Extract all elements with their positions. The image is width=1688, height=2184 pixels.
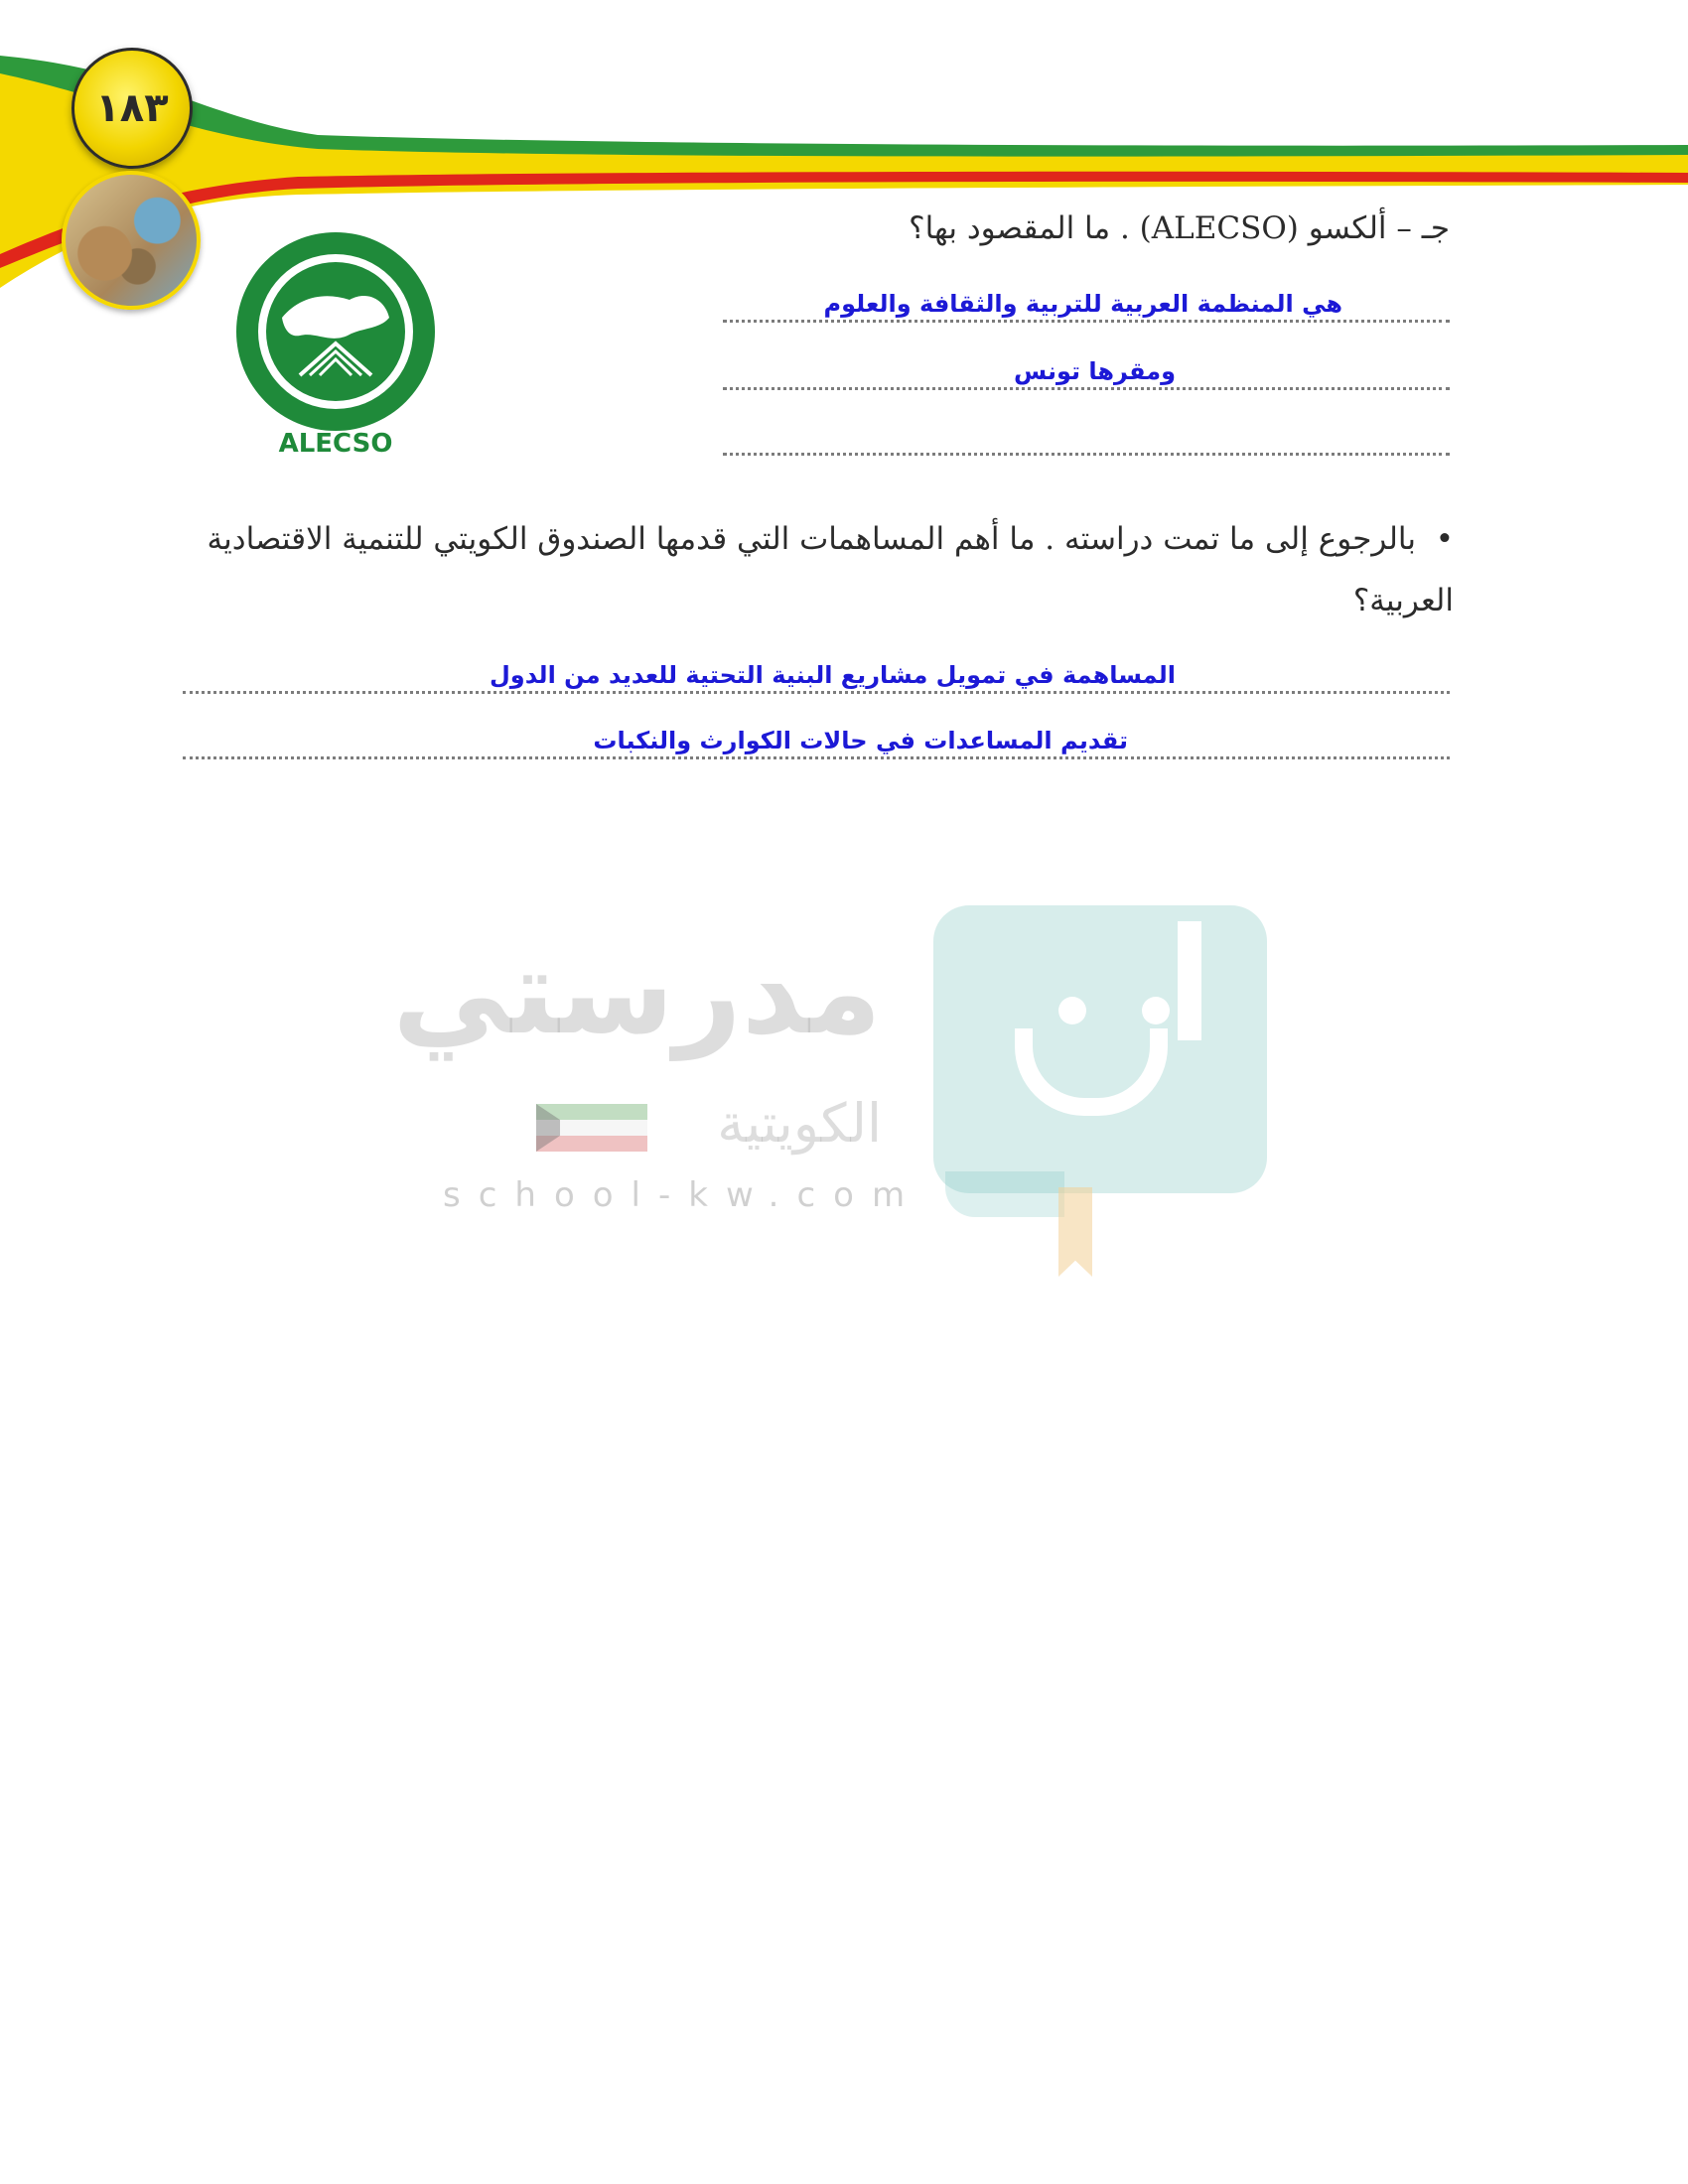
watermark-eye-right-icon [1142,997,1170,1024]
alecso-logo [230,226,441,465]
watermark-bar-icon [1178,921,1201,1040]
question-c-text: جـ – ألكسو (ALECSO) . ما المقصود بها؟ [909,210,1450,246]
bullet-question-body: بالرجوع إلى ما تمت دراسته . ما أهم المساهمات التي قدمها الصندوق الكويتي للتنمية الاقتصادية العربية؟ [207,521,1454,618]
watermark-ribbon-icon [1058,1187,1092,1277]
bullet-icon: • [1416,521,1454,557]
watermark-url: school-kw.com [443,1175,923,1215]
watermark-title: مدرستي [392,923,882,1060]
page-number: ١٨٣ [95,85,169,131]
watermark-book-page [945,1171,1064,1217]
watermark-subtitle: الكويتية [717,1092,882,1155]
map-thumbnail-icon [62,171,201,310]
answer-c-2: ومقرها تونس [1010,357,1180,385]
kuwait-flag-icon [536,1104,647,1152]
answer-bullet-2: تقديم المساعدات في حالات الكوارث والنكبات [589,727,1132,754]
alecso-emblem-icon [230,226,441,437]
answer-bullet-1: المساهمة في تمويل مشاريع البنية التحتية للعديد من الدول [486,661,1180,689]
answer-line-3 [723,419,1450,456]
alecso-wordmark: ALECSO [278,429,393,459]
page-number-badge [71,48,193,169]
bullet-question-text [173,508,1454,631]
answer-c-1: هي المنظمة العربية للتربية والثقافة والعلوم [820,290,1346,318]
watermark-eye-left-icon [1058,997,1086,1024]
